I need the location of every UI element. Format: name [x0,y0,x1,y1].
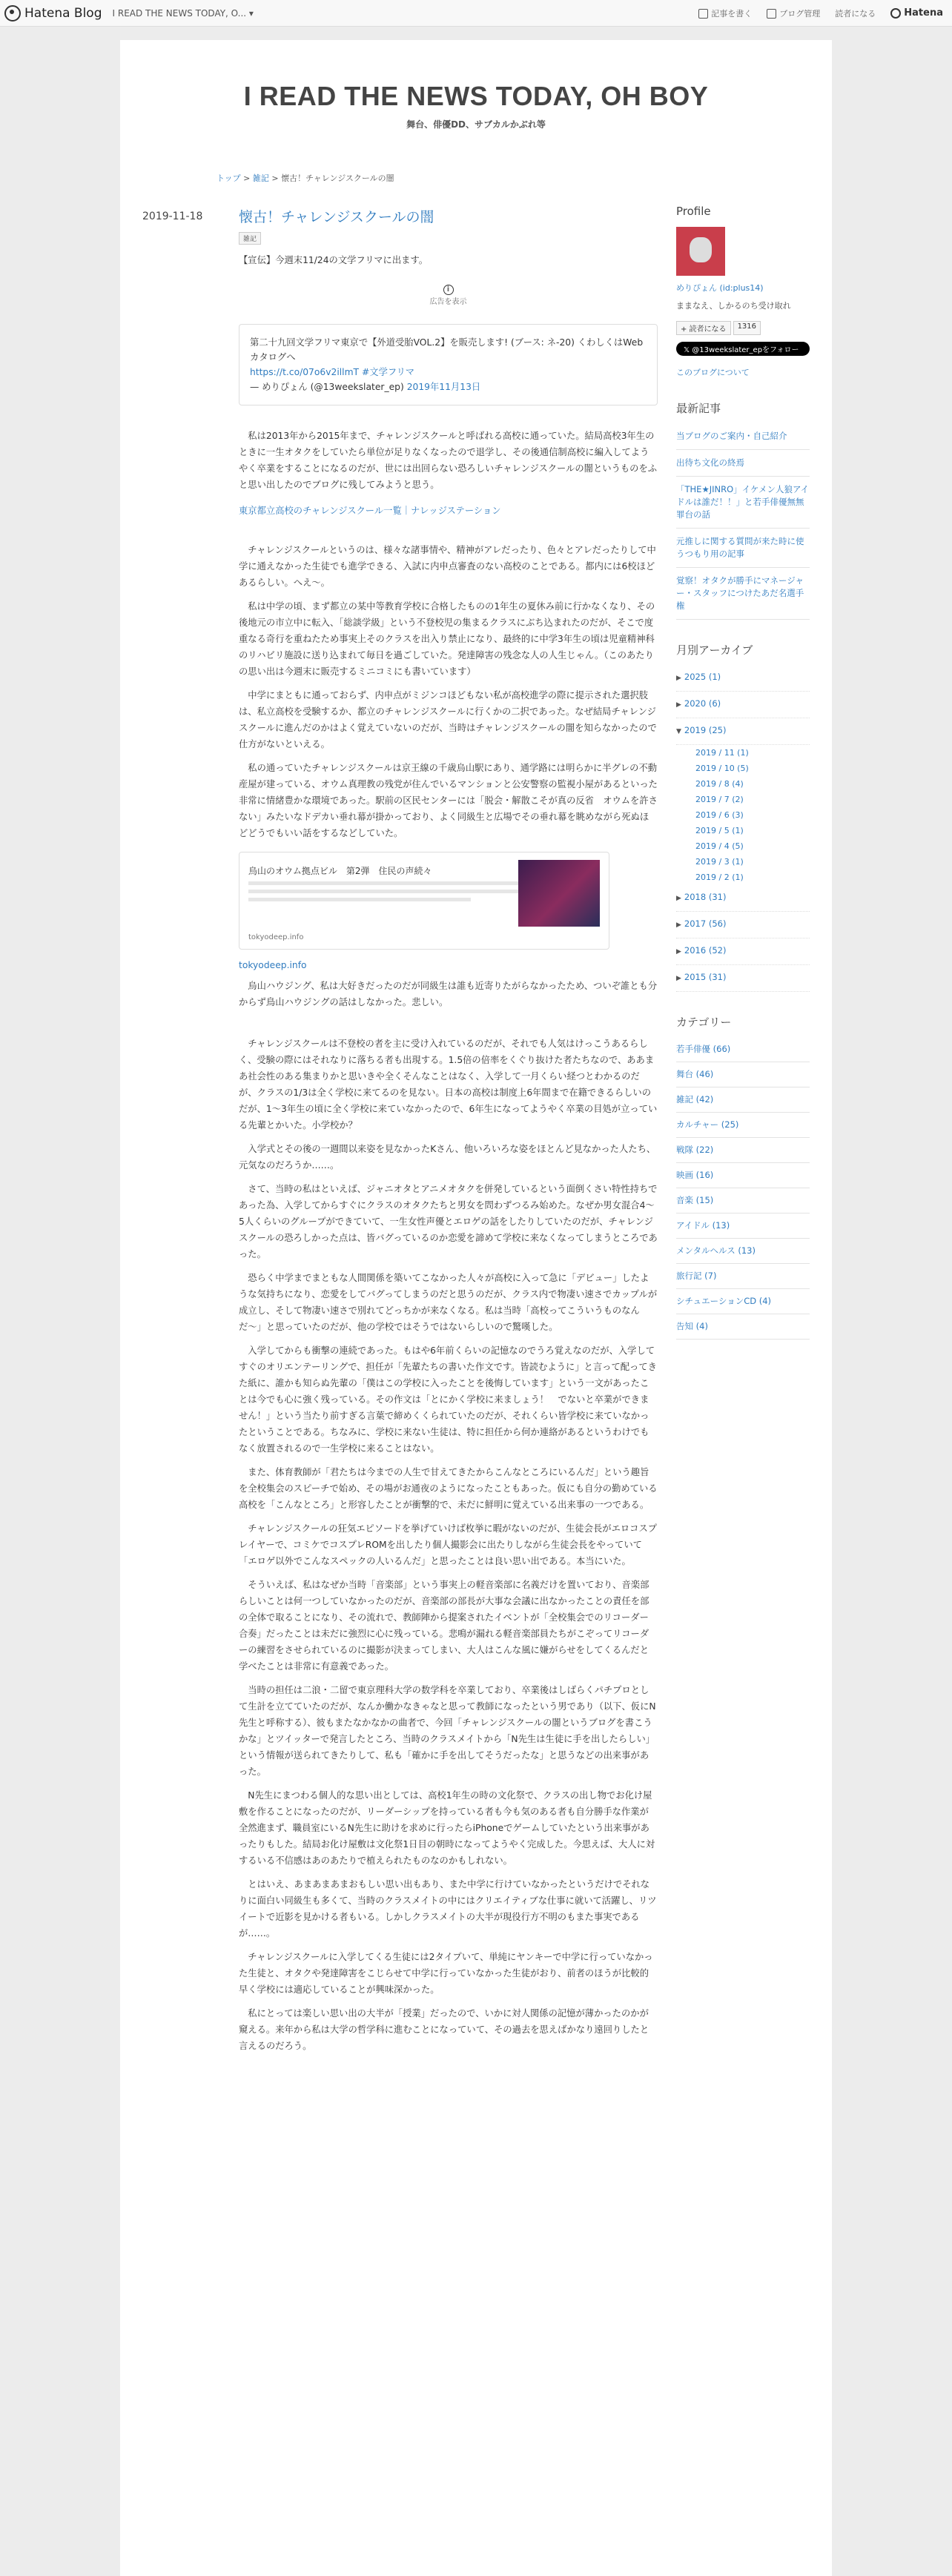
blog-header [120,40,832,130]
paragraph: 当時の担任は二浪・二留で東京理科大学の数学科を卒業しており、卒業後はしばらくパチプロとして生計を立てていたのだが、なんか働かなきゃなと思って教師になったという男であり（以下、仮にN先生と呼称する）、彼もまたなかなかの曲者で、今回「チャレンジスクールの闇というブログを書こうかな」とツイッターで発言したところ、当時のクラスメイトから「N先生は生徒に手を出したらしい」という情報が送られてきたりして、私も「確かに手を出してそうだったな」と思うなどの出来事があった。 [239,1685,656,1777]
archive-year[interactable]: ▼ 2019 (25) [676,718,810,745]
recent-item[interactable]: 当ブログのご案内・自己紹介 [676,423,810,450]
source-link[interactable]: tokyodeep.info [239,960,307,970]
paragraph: チャレンジスクールの狂気エピソードを挙げていけば枚挙に暇がないのだが、生徒会長がエロコスプレイヤーで、コミケでコスプレROMを出したり個人撮影会に出たりしながら生徒会長をやっていて「エロゲ以外でこんなスペックの人いるんだ」と思ったことは良い思い出である。本当にいた。 [239,1523,658,1566]
hatena-blog-logo[interactable]: Hatena Blog [4,5,102,21]
hatena-icon [890,8,901,19]
write-entry-button[interactable]: 記事を書く [698,7,752,19]
category-item[interactable]: 旅行記 (7) [676,1264,810,1289]
archive-month[interactable]: 2019 / 10 (5) [695,764,749,773]
paragraph: チャレンジスクールというのは、様々な諸事情や、精神がアレだったり、色々とアレだったりして中学に通えなかった生徒でも進学できる、入試に内申点審査のない高校のことである。都内には6校ほどあるらしい。へえ〜。 [239,545,656,588]
blog-description: 舞台、俳優DD、サブカルかぶれ等 [406,119,546,130]
blog-name-dropdown[interactable]: I READ THE NEWS TODAY, O... ▾ [112,7,254,19]
blog-title[interactable]: I READ THE NEWS TODAY, OH BOY [243,81,709,111]
category-item[interactable]: アイドル (13) [676,1213,810,1239]
pencil-icon [698,9,708,19]
profile-name[interactable]: めりぴょん (id:plus14) [676,283,764,293]
profile-text: ままなえ、しかるのち受け取れ [676,301,791,311]
paragraph: チャレンジスクールは不登校の者を主に受け入れているのだが、それでも人気はけっこうあるらしく、受験の際にはそれなりに落ちる者も出現する。1.5倍の倍率をくぐり抜けた者たちなので、ああまあ社会性のある集まりかと思いきや全くそんなことはなく、入学して一月くらい経つとわかるのだが、クラスの1/3は全く学校に来てるのを見ない。日本の高校は制度上6年間まで在籍できるらしいのだが、1〜3年生の頃に全く学校に来ていなかったので、6年生になってようやく卒業の目処が立っている先輩とかいた。小学校か？ [239,1039,658,1130]
archive-list [676,665,810,992]
profile-avatar[interactable] [676,227,725,276]
paragraph: N先生にまつわる個人的な思い出としては、高校1年生の時の文化祭で、クラスの出し物でお化け屋敷を作ることになったのだが、リーダーシップを持っている者も今も気のある者も自分勝手な作業が全然進まず、職員室にいるN先生に助けを求めに行ったらiPhoneでゲームしていたという出来事があったりもした。結局お化け屋敷は文化祭1日目の朝時になってようやく完成した。今思えば、大人に対するいる不信感はあのあたりで植えられたものなのかもしれない。 [239,1790,655,1866]
article-link[interactable]: 東京都立高校のチャレンジスクール一覧｜ナレッジステーション [239,506,501,516]
embedded-link-card[interactable] [239,852,609,950]
collapse-icon: ▶ [676,675,681,682]
blog-admin-button[interactable]: ブログ管理 [767,7,820,19]
embed-source: tokyodeep.info [248,933,304,941]
archive-month[interactable]: 2019 / 5 (1) [695,826,744,835]
breadcrumb-current: 懐古！チャレンジスクールの闇 [281,173,394,183]
tweet-author: — めりぴょん (@13weekslater_ep) [250,382,404,392]
paragraph: 私は2013年から2015年まで、チャレンジスクールと呼ばれる高校に通っていた。結局高校3年生のときに一生オタクをしていたら単位が足りなくなったので退学し、その後通信制高校に編入してようやく卒業をすることになるのだが、世には出回らない恐ろしいチャレンジスクールの闇というものをふと思い出したのでブログに残してみようと思う。 [239,431,658,490]
x-follow-button[interactable]: 𝕏 @13weekslater_epをフォロー [676,342,810,356]
category-item[interactable]: 映画 (16) [676,1163,810,1188]
archive-year[interactable]: ▶ 2017 (56) [676,912,810,938]
tweet-date[interactable]: 2019年11月13日 [406,382,481,392]
paragraph: 烏山ハウジング、私は大好きだったのだが同級生は誰も近寄りたがらなかったため、ついぞ誰とも分からず鳥山ハウジングの話はしなかった。悲しい。 [239,981,658,1007]
recent-item[interactable]: 覚察！オタクが勝手にマネージャー・スタッフにつけたあだ名選手権 [676,568,810,620]
readers-widget [676,321,810,335]
tweet-text: 第二十九回文学フリマ東京で【外道受胎VOL.2】を販売します! (ブース: ネ-20) くわしくはWebカタログへ [250,337,644,362]
about-blog-link[interactable]: このブログについて [676,368,750,377]
hatena-logo-icon [4,5,21,21]
archive-month[interactable]: 2019 / 7 (2) [695,795,744,804]
paragraph: そういえば、私はなぜか当時「音楽部」という事実上の軽音楽部に名義だけを置いており、音楽部らしいことは何一つしていなかったのだが、音楽部の部長が大事な会議に出なかったことの責任を部の全体で取ることになり、その流れで、教師陣から提案されたイベントが「全校集会でのリコーダー合奏」だったことは未だに強烈に心に残っている。悲鳴が漏れる軽音楽部員たちがこぞってリコーダーの練習をさせられているのに撮影が決まってしまい、大人はこんな風に嫌がらせをしてくるんだと学べたことは非常に有意義であった。 [239,1580,649,1672]
category-item[interactable]: 戦隊 (22) [676,1138,810,1163]
collapse-icon: ▶ [676,975,681,982]
expand-icon: ▼ [676,728,681,735]
embed-title: 烏山のオウム拠点ビル 第2弾 住民の声続々 [248,866,432,876]
paragraph: 恐らく中学までまともな人間関係を築いてこなかった人々が高校に入って急に「デビュー」したような気持ちになり、恋愛をしてバグってしまうのだと思うのだが、クラス内で物凄い速さでカップルが成立し、そして物凄い速さで別れてどっちかが来なくなる。私は当時「高校ってこういうものなんだ〜」と思っていたのだが、他の学校ではそうではないらしいので驚嘆した。 [239,1273,658,1332]
embed-thumbnail [518,860,600,927]
paragraph: チャレンジスクールに入学してくる生徒には2タイプいて、単純にヤンキーで中学に行っていなかった生徒と、オタクや発達障害をこじらせて中学に行っていなかった生徒がおり、前者のほうが比較的早く学校には適応していることが興味深かった。 [239,1952,653,1995]
paragraph: 入学式とその後の一週間以来姿を見なかったKさん、他いろいろな姿をほとんど見なかった人たち、元気なのだろうか……。 [239,1144,656,1171]
category-item[interactable]: カルチャー (25) [676,1113,810,1138]
category-item[interactable]: 音楽 (15) [676,1188,810,1213]
notice-text: 【宣伝】今週末11/24の文学フリマに出ます。 [239,255,429,265]
paragraph: 私は中学の頃、まず都立の某中等教育学校に合格したものの1年生の夏休み前に行かなくなり、その後地元の市立中に転入、「総談学級」という不登校児の集まるクラスにぶち込まれたのだが、そこで度重なる奇行を重ねたため事実上そのクラスを出入り禁止になり、最終的に中学3年生の頃は児童精神科のリハビリ施設に送り込まれて毎日を過ごしていた。発達障害の残念な人の人生じゃん。（このあたりの思い出は今週末に販売するミニコミにも書いています） [239,601,655,677]
collapse-icon: ▶ [676,948,681,956]
embedded-tweet [239,324,658,405]
subscribe-button[interactable]: 読者になる [835,8,876,19]
paragraph: 私の通っていたチャレンジスクールは京王線の千歳烏山駅にあり、通学路には明らかに半グレの不動産屋が建っている、オウム真理教の残党が住んでいるマンションと公安警察の監視小屋があるといった非常に情緒豊かな環境であった。駅前の区民センターには「脱会・解散こそが真の反省 オウムを許さない」みたいなドデカい垂れ幕が掛かっており、よく同級生と広場でその垂れ幕を眺めながら死ぬほどどうでもいい話をするなどしていた。 [239,763,658,838]
archive-month[interactable]: 2019 / 2 (1) [695,873,744,882]
tweet-link[interactable]: https://t.co/07o6v2illmT #文学フリマ [250,367,415,377]
category-item[interactable]: 舞台 (46) [676,1062,810,1087]
blog-page [120,40,832,2576]
breadcrumb-category[interactable]: 雑記 [252,173,269,183]
archive-year[interactable]: ▶ 2015 (31) [676,965,810,992]
category-list [676,1037,810,1340]
paragraph: さて、当時の私はといえば、ジャニオタとアニメオタクを併発しているという面倒くさい特性持ちであった為、入学してからすぐにクラスのオタクたちと男女を問わずつるみ始めた。なぜか男女混合4〜5人くらいのグループができていて、一生女性声優とエロゲの話をしたりしていたのだが、チャレンジスクールの恐ろしかった点は、皆バグっているのか恋愛を諦めて学校に来なくなってしまうところであった。 [239,1184,658,1259]
paragraph: 私にとっては楽しい思い出の大半が「授業」だったので、いかに対人関係の記憶が薄かったのかが窺える。来年から私は大学の哲学科に進むことになっていて、その過去を思えばかなり遠回りしたと言えるのだろう。 [239,2008,649,2051]
paragraph: 入学してからも衝撃の連続であった。もはや6年前くらいの記憶なのでうろ覚えなのだが、入学してすぐのオリエンテーリングで、担任が「先輩たちの書いた作文です。皆読むように」と言って配ってきた紙に、誰かも知らぬ先輩の「僕はこの学校に入ったことを後悔しています」という一文があったことは今でも心に強く残っている。その作文は「とにかく学校に来ましょう！ でないと卒業ができません！」という当たり前すぎる言葉で締めくくられていたのだが、それくらい皆学校に来ていなかったということである。ちなみに、学校に来ない生徒は、特に担任から何か連絡があるというわけでもなく放置されるので一生学校に来ることはない。 [239,1345,657,1454]
collapse-icon: ▶ [676,701,681,709]
archive-month[interactable]: 2019 / 4 (5) [695,841,744,851]
entry-content [239,206,658,2054]
breadcrumb: トップ > 雑記 > 懐古！チャレンジスクールの闇 [216,173,394,183]
archive-month[interactable]: 2019 / 8 (4) [695,779,744,789]
archive-month[interactable]: 2019 / 3 (1) [695,857,744,867]
paragraph: また、体育教師が「君たちは今までの人生で甘えてきたからこんなところにいるんだ」という趣旨を全校集会のスピーチで始め、その場がお通夜のようになったこともあった。仮にも自分の勤めている高校を「こんなところ」と形容したことが衝撃的で、未だに鮮明に覚えている出来事の一つである。 [239,1467,658,1510]
hatena-menu[interactable]: Hatena [890,7,943,19]
archive-month[interactable]: 2019 / 6 (3) [695,810,744,820]
recent-list [676,423,810,620]
ad-area[interactable]: i 広告を表示 [429,285,467,306]
archive-month[interactable]: 2019 / 11 (1) [695,748,749,758]
collapse-icon: ▶ [676,895,681,902]
archive-year[interactable]: ▶ 2020 (6) [676,692,810,718]
archive-heading: 月別アーカイブ [676,643,753,657]
recent-item[interactable]: 元推しに関する質問が来た時に使うつもり用の記事 [676,529,810,568]
archive-year[interactable]: ▶ 2016 (52) [676,938,810,965]
category-heading: カテゴリー [676,1016,732,1029]
category-item[interactable]: 若手俳優 (66) [676,1037,810,1062]
sidebar [676,205,810,1340]
category-item[interactable]: メンタルヘルス (13) [676,1239,810,1264]
recent-item[interactable]: 「THE★JINRO」イケメン人狼アイドルは誰だ！！」と若手俳優無無罪台の話 [676,477,810,529]
readers-count: 1316 [733,321,761,335]
entry-category-tag[interactable]: 雑記 [239,232,261,245]
top-bar [0,0,952,27]
profile-heading: Profile [676,205,711,218]
breadcrumb-top[interactable]: トップ [216,173,241,183]
entry-date[interactable]: 2019-11-18 [142,211,203,222]
collapse-icon: ▶ [676,921,681,929]
info-icon: i [443,285,454,295]
category-item[interactable]: 雑記 (42) [676,1087,810,1113]
archive-year[interactable]: ▶ 2025 (1) [676,665,810,692]
category-item[interactable]: シチュエーションCD (4) [676,1289,810,1314]
recent-heading: 最新記事 [676,402,721,415]
paragraph: 中学にまともに通っておらず、内申点がミジンコほどもない私が高校進学の際に提示された選択肢は、私立高校を受験するか、都立のチャレンジスクールに行くかの二択であった。なぜ結局チャレンジスクールに進んだのかはよく覚えていないのだが、当時はチャレンジスクールの闇を知らなかったので仕方がないといえる。 [239,690,657,749]
paragraph: とはいえ、あまあまあまおもしい思い出もあり、また中学に行けていなかったというだけでそれなりに面白い同級生も多くて、当時のクラスメイトの中にはクリエイティブな仕事に就いて活躍し、リツイートで近影を見かける者もいる。しかしクラスメイトの大半が現役行方不明のもまた事実であるが……。 [239,1879,657,1938]
subscribe-readers-button[interactable]: + 読者になる [676,321,731,335]
category-item[interactable]: 告知 (4) [676,1314,810,1340]
entry-title[interactable]: 懐古！チャレンジスクールの闇 [239,209,434,225]
archive-year[interactable]: ▶ 2018 (31) [676,885,810,912]
admin-icon [767,9,776,19]
recent-item[interactable]: 出待ち文化の終焉 [676,450,810,477]
